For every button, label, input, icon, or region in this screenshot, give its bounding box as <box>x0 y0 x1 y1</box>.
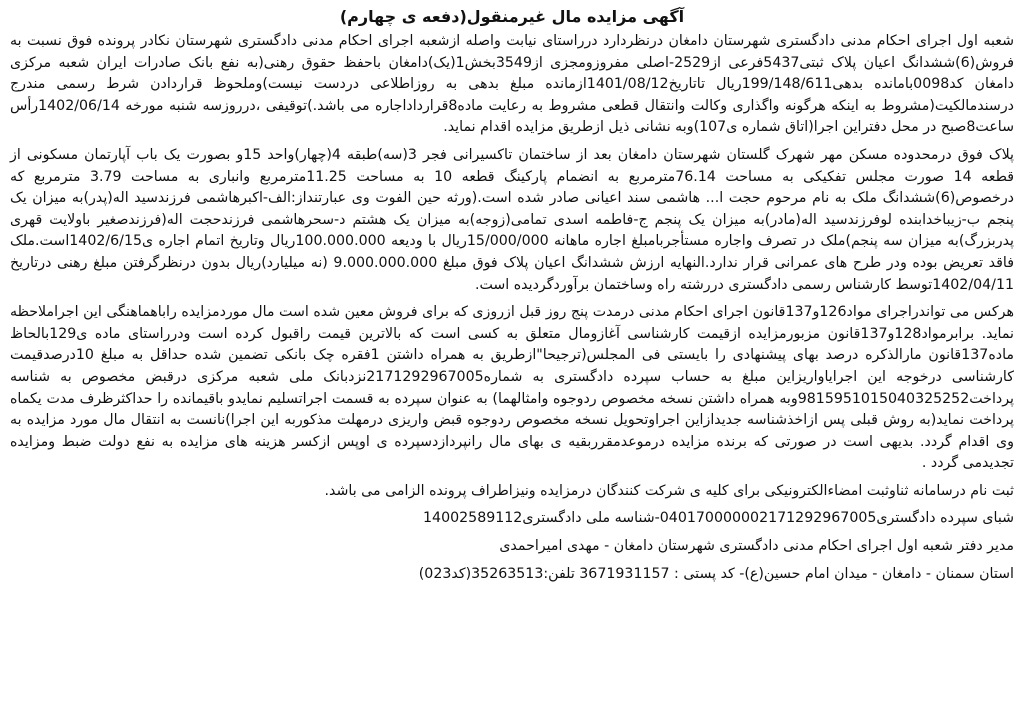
registration-note: ثبت نام درسامانه ثناوثبت امضاءالکترونیکی برای کلیه ی شرکت کنندگان درمزایده ونیزاطراف پرونده الزامی می باشد. <box>324 482 1014 499</box>
office-manager: مدیر دفتر شعبه اول اجرای احکام مدنی دادگستری شهرستان دامغان - مهدی امیراحمدی <box>499 538 1014 555</box>
notice-title: آگهی مزایده مال غیرمنقول(دفعه ی چهارم) <box>339 7 685 26</box>
account-info: شبای سپرده دادگستری040170000002171292967005-شناسه ملی دادگستری14002589112 <box>423 510 1014 527</box>
office-address: استان سمنان - دامغان - میدان امام حسین(ع)- کد پستی : 3671931157 تلفن:35263513(کد023) <box>418 565 1014 582</box>
bidding-terms-paragraph: هرکس می تواندراجرای مواد126و137قانون اجرای احکام مدنی درمدت پنج روز قبل ازروزی که برای فروش معین شده است مال موردمزایده راباهماهنگی این اجراملاحظه نماید. برابرمواد128و137قانون مزبورمزایده ازقیمت کارشناسی آغازومال متعلق به کسی است که بالاترین قیمت راقبول کرده است ودرراستای ماده ی129بالحاظ ماده137قانون مارالذکره درصد بهای پیشنهادی را بایستی فی المجلس(ترجیحا"ازطریق به همراه داشتن 1فقره چک بانکی تضمین شده حداقل به مبلغ 10درصدقیمت کارشناسی درخوجه این اجرایاواریزاین مبلغ به حساب سپرده دادگستری به شماره2171292967005نزدبانک ملی شعبه مرکزی درقبض مخصوص به شناسه پرداخت9815951015040325252وبه همراه داشتن نسخه مخصوص ردوجوه وامثالهما) به عنوان سپرده به قسمت اجراتسلیم نمایدو باقیمانده را حداکثرظرف مدت یکماه پرداخت نماید(به روش قبلی پس ازاخذشناسه جدیدازاین اجراوتحویل نسخه مخصوص ردوجوه قبض واریزی درمهلت مذکوربه این اجرا)نانست به انتقال مال مورد مزایده به وی اقدام گردد. بدیهی است در صورتی که برنده مزایده درموعدمقرربقیه ی بهای مال رانپردازدسپرده ی اوپس ازکسر هزینه های مزایده به نفع دولت ضبط ومزایده تجدیدمی گردد . <box>10 304 1014 472</box>
intro-paragraph: شعبه اول اجرای احکام مدنی دادگستری شهرستان دامغان درنظردارد درراستای نیابت واصله ازشعبه اجرای احکام مدنی دادگستری شهرستان نکادر پرونده فوق نسبت به فروش(6)ششدانگ اعیان پلاک ثبتی5437فرعی از2529-اصلی مفروزومجزی از3549بخش1(یک)دامغان باحفظ حقوق رهنی(به نفع بانک صادرات ایران شعبه مرکزی دامغان کد0098بامانده بدهی199/148/611ریال تاتاریخ1401/08/12ازمانده مبلغ بدهی به روزاطلاعی دردست نیست)وملحوظ قراردادن شرط رسمی مندرج درسندمالکیت(مشروط به اینکه هرگونه واگذاری وکالت وانتقال قطعی مشروط به رعایت ماده8قرارداداجاره می باشد.)توقیفی ،درروزسه شنبه مورخه 1402/06/14رأس ساعت8صبح در محل دفتراین اجرا(اتاق شماره ی107)وبه نشانی ذیل ازطریق مزایده اقدام نماید. <box>10 33 1014 136</box>
property-description-paragraph: پلاک فوق درمحدوده مسکن مهر شهرک گلستان شهرستان دامغان بعد از ساختمان تاکسیرانی فجر 3(سه)طبقه 4(چهار)واحد 15و بصورت یک باب آپارتمان مسکونی از قطعه 14 صورت مجلس تفکیکی به مساحت 76.14مترمربع به انضمام پارکینگ قطعه 10 به مساحت 11.25مترمربع وانباری به مساحت 3.79 مترمربع که درخصوص(6)ششدانگ ملک به نام مرحوم حجت ا... هاشمی سند اعیانی صادر شده است.(ورثه حین الفوت وی عبارتنداز:الف-اکبرهاشمی فرزندسید اله(پدر)به میزان یک پنجم ب-زیباخدابنده لوفرزندسید اله(مادر)به میزان یک پنجم ج-فاطمه اسدی تمامی(زوجه)به میزان یک هشتم د-سحرهاشمی فرزندحجت اله(فرزندصغیر باولایت قهری پدربزرگ)به میزان سه پنجم)ملک در تصرف واجاره مستأجربامبلغ اجاره ماهانه 15/000/000ریال با ودیعه 100.000.000ریال وتاریخ اتمام اجاره ی1402/6/15است.ملک فاقد تعریض بوده ودر طرح های عمرانی قرار ندارد.النهایه ارزش ششدانگ اعیان پلاک فوق مبلغ 9.000.000.000 (نه میلیارد)ریال بدون درنظرگرفتن مبلغ رهنی درتاریخ 1402/04/11توسط کارشناس رسمی دادگستری دررشته راه وساختمان برآوردگردیده است. <box>10 146 1014 293</box>
